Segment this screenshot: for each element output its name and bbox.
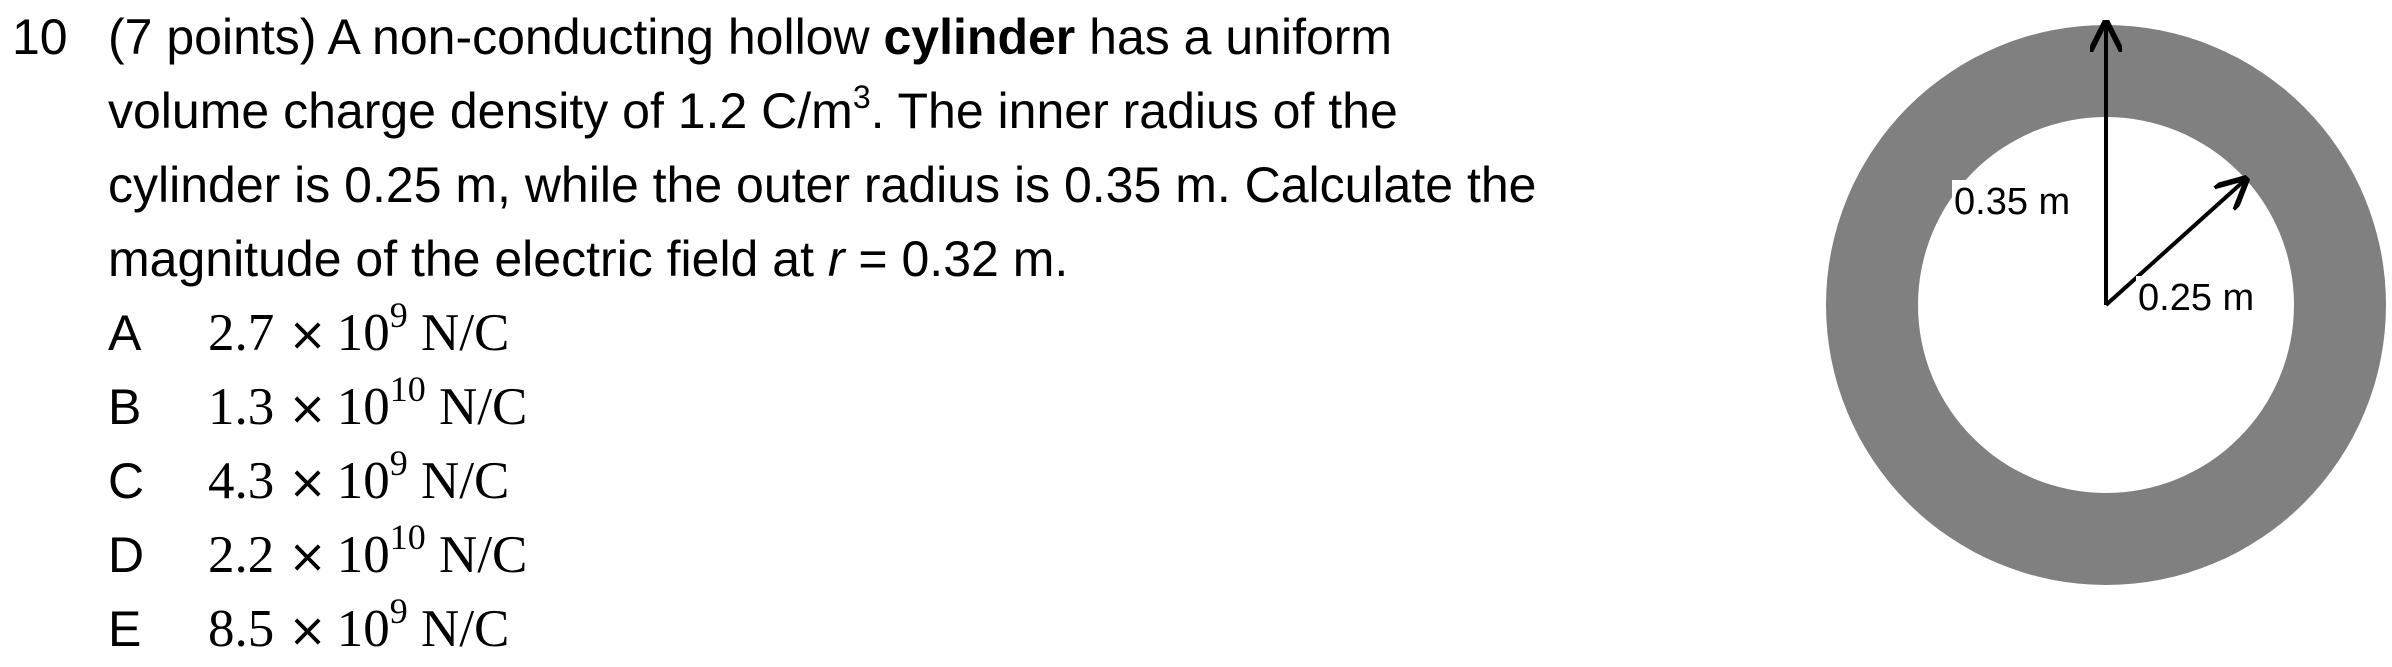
- question-line-1: [108, 0, 1748, 74]
- choice-base: 10: [336, 378, 390, 436]
- choice-letter: E: [108, 601, 142, 657]
- question-line-4: [108, 222, 1748, 296]
- inner-radius-label: 0.25 m: [2138, 277, 2255, 319]
- choice-unit: N/C: [407, 452, 510, 510]
- question-line-2: [108, 74, 1748, 148]
- choice-letter: B: [108, 379, 142, 435]
- choice-exponent: 9: [389, 591, 408, 632]
- choice-base: 10: [336, 600, 390, 658]
- choice-value: [208, 591, 510, 658]
- choice-unit: N/C: [407, 304, 510, 362]
- choice-mantissa: 8.5: [208, 600, 275, 658]
- question-line-3: cylinder is 0.25 m, while the outer radius is 0.35 m. Calculate the: [108, 157, 1537, 213]
- choice-exponent: 9: [389, 295, 408, 336]
- choice-unit: N/C: [425, 526, 528, 584]
- answer-choices: [108, 296, 808, 666]
- choice-exponent: 9: [389, 443, 408, 484]
- question-line-1-rest: has a uniform: [1075, 9, 1393, 65]
- choice-b[interactable]: [108, 370, 808, 444]
- choice-mantissa: 2.7: [208, 304, 275, 362]
- choice-base: 10: [336, 452, 390, 510]
- choice-base: 10: [336, 304, 390, 362]
- choice-letter: D: [108, 527, 145, 583]
- question-line-2-post: . The inner radius of the: [870, 83, 1398, 139]
- choice-exponent: 10: [389, 369, 426, 410]
- times-symbol: ×: [288, 307, 327, 361]
- times-symbol: ×: [288, 381, 327, 435]
- question-points-text: (7 points) A non-conducting hollow: [108, 9, 884, 65]
- choice-d[interactable]: [108, 518, 808, 592]
- times-symbol: ×: [288, 455, 327, 509]
- cubic-superscript: 3: [852, 79, 871, 116]
- choice-letter: A: [108, 305, 142, 361]
- choice-c[interactable]: [108, 444, 808, 518]
- question-bold-word: cylinder: [883, 9, 1076, 65]
- choice-value: [208, 369, 528, 436]
- choice-e[interactable]: [108, 592, 808, 666]
- times-symbol: ×: [288, 603, 327, 657]
- question-line-2-pre: volume charge density of 1.2 C/m: [108, 83, 853, 139]
- choice-letter: C: [108, 453, 145, 509]
- choice-unit: N/C: [425, 378, 528, 436]
- choice-value: [208, 517, 528, 584]
- radius-variable: r: [827, 231, 845, 287]
- question-number: 10: [12, 9, 68, 65]
- choice-base: 10: [336, 526, 390, 584]
- cylinder-diagram: [1818, 0, 2392, 660]
- times-symbol: ×: [288, 529, 327, 583]
- choice-a[interactable]: [108, 296, 808, 370]
- outer-radius-label: 0.35 m: [1954, 181, 2071, 223]
- choice-mantissa: 4.3: [208, 452, 275, 510]
- choice-value: [208, 295, 510, 362]
- cylinder-cross-section-figure: [1818, 0, 2392, 660]
- question-text: [108, 0, 1748, 296]
- choice-mantissa: 1.3: [208, 378, 275, 436]
- choice-exponent: 10: [389, 517, 426, 558]
- question-line-4-post: = 0.32 m.: [844, 231, 1069, 287]
- choice-mantissa: 2.2: [208, 526, 275, 584]
- choice-value: [208, 443, 510, 510]
- question-line-4-pre: magnitude of the electric field at: [108, 231, 828, 287]
- choice-unit: N/C: [407, 600, 510, 658]
